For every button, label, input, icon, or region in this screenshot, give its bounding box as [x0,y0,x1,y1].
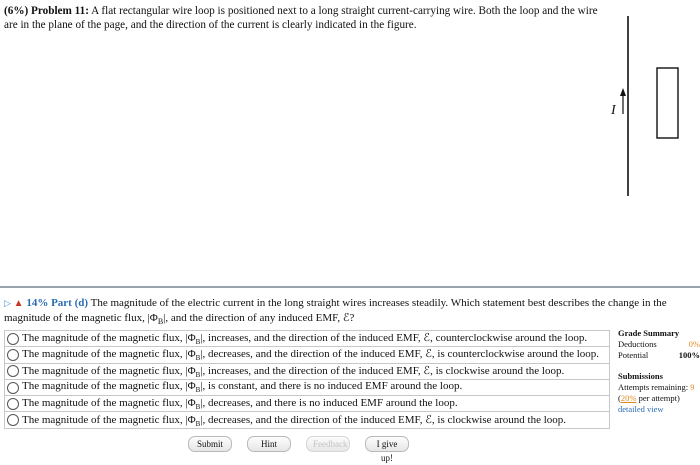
question-line2: magnitude of the magnetic flux, $|\Phi_B|$, and the direction of any induced EMF, ℰ? [4,312,355,327]
problem-text-line2: are in the plane of the page, and the direction of the current is clearly indicated in the figure. [4,19,417,31]
give-up-button[interactable]: I give up! [365,436,409,452]
wire-loop [657,68,678,138]
problem-text-line1: A flat rectangular wire loop is positioned next to a long straight current-carrying wire. Both the loop and the wire [91,5,598,17]
detailed-view-link[interactable]: detailed view [618,404,664,414]
action-buttons [188,436,409,463]
answer-option[interactable] [5,396,609,412]
problem-figure [590,10,700,200]
deductions-value: 0% [688,339,700,349]
part-percent: 14% Part (d) [26,297,89,309]
warning-icon: ▲ [13,298,24,309]
attempts-remaining: Attempts remaining: 9 [618,382,695,392]
current-arrowhead-icon [620,88,626,96]
radio-button[interactable] [7,349,19,361]
radio-button[interactable] [7,414,19,426]
grade-summary-title: Grade Summary [618,328,680,338]
radio-button[interactable] [7,382,19,394]
submit-button[interactable]: Submit [188,436,232,452]
answer-option-text: The magnitude of the magnetic flux, $|\Phi_B|$, is constant, and there is no induced EMF around the loop. [22,380,463,395]
answer-option[interactable] [5,364,609,380]
deductions-row: Deductions 0% [618,339,700,349]
answer-option[interactable] [5,347,609,363]
answer-option[interactable] [5,412,609,427]
answer-option-text: The magnitude of the magnetic flux, $|\Phi_B|$, increases, and the direction of the induced EMF, ℰ, is clockwise around the loop. [22,364,565,379]
answer-options [4,330,610,429]
answer-option-text: The magnitude of the magnetic flux, $|\Phi_B|$, increases, and the direction of the induced EMF, ℰ, counterclockwise around the loop. [22,332,588,347]
question-line1: The magnitude of the electric current in the long straight wires increases steadily. Which statement best describes the change in the [90,297,667,309]
radio-button[interactable] [7,333,19,345]
answer-option-text: The magnitude of the magnetic flux, $|\Phi_B|$, decreases, and the direction of the induced EMF, ℰ, is clockwise around the loop. [22,413,567,428]
radio-button[interactable] [7,365,19,377]
hint-button[interactable]: Hint [247,436,291,452]
part-header [4,296,694,329]
potential-row: Potential 100% [618,350,700,360]
answer-option[interactable] [5,380,609,396]
answer-option-text: The magnitude of the magnetic flux, $|\Phi_B|$, decreases, and the direction of the induced EMF, ℰ, is counterclockwise around the loop. [22,348,600,363]
problem-label: (6%) Problem 11: [4,5,89,17]
grade-summary [618,328,700,415]
answer-option-text: The magnitude of the magnetic flux, $|\Phi_B|$, decreases, and there is no induced EMF around the loop. [22,396,458,411]
expand-arrow-icon[interactable]: ▷ [4,298,11,308]
potential-value: 100% [678,350,700,360]
answer-option[interactable] [5,331,609,347]
radio-button[interactable] [7,398,19,410]
problem-statement [4,4,604,32]
current-label: I [611,103,616,118]
submissions-title: Submissions [618,371,663,381]
per-attempt: (20% per attempt) [618,393,680,403]
section-divider [0,286,700,288]
feedback-button: Feedback [306,436,350,452]
